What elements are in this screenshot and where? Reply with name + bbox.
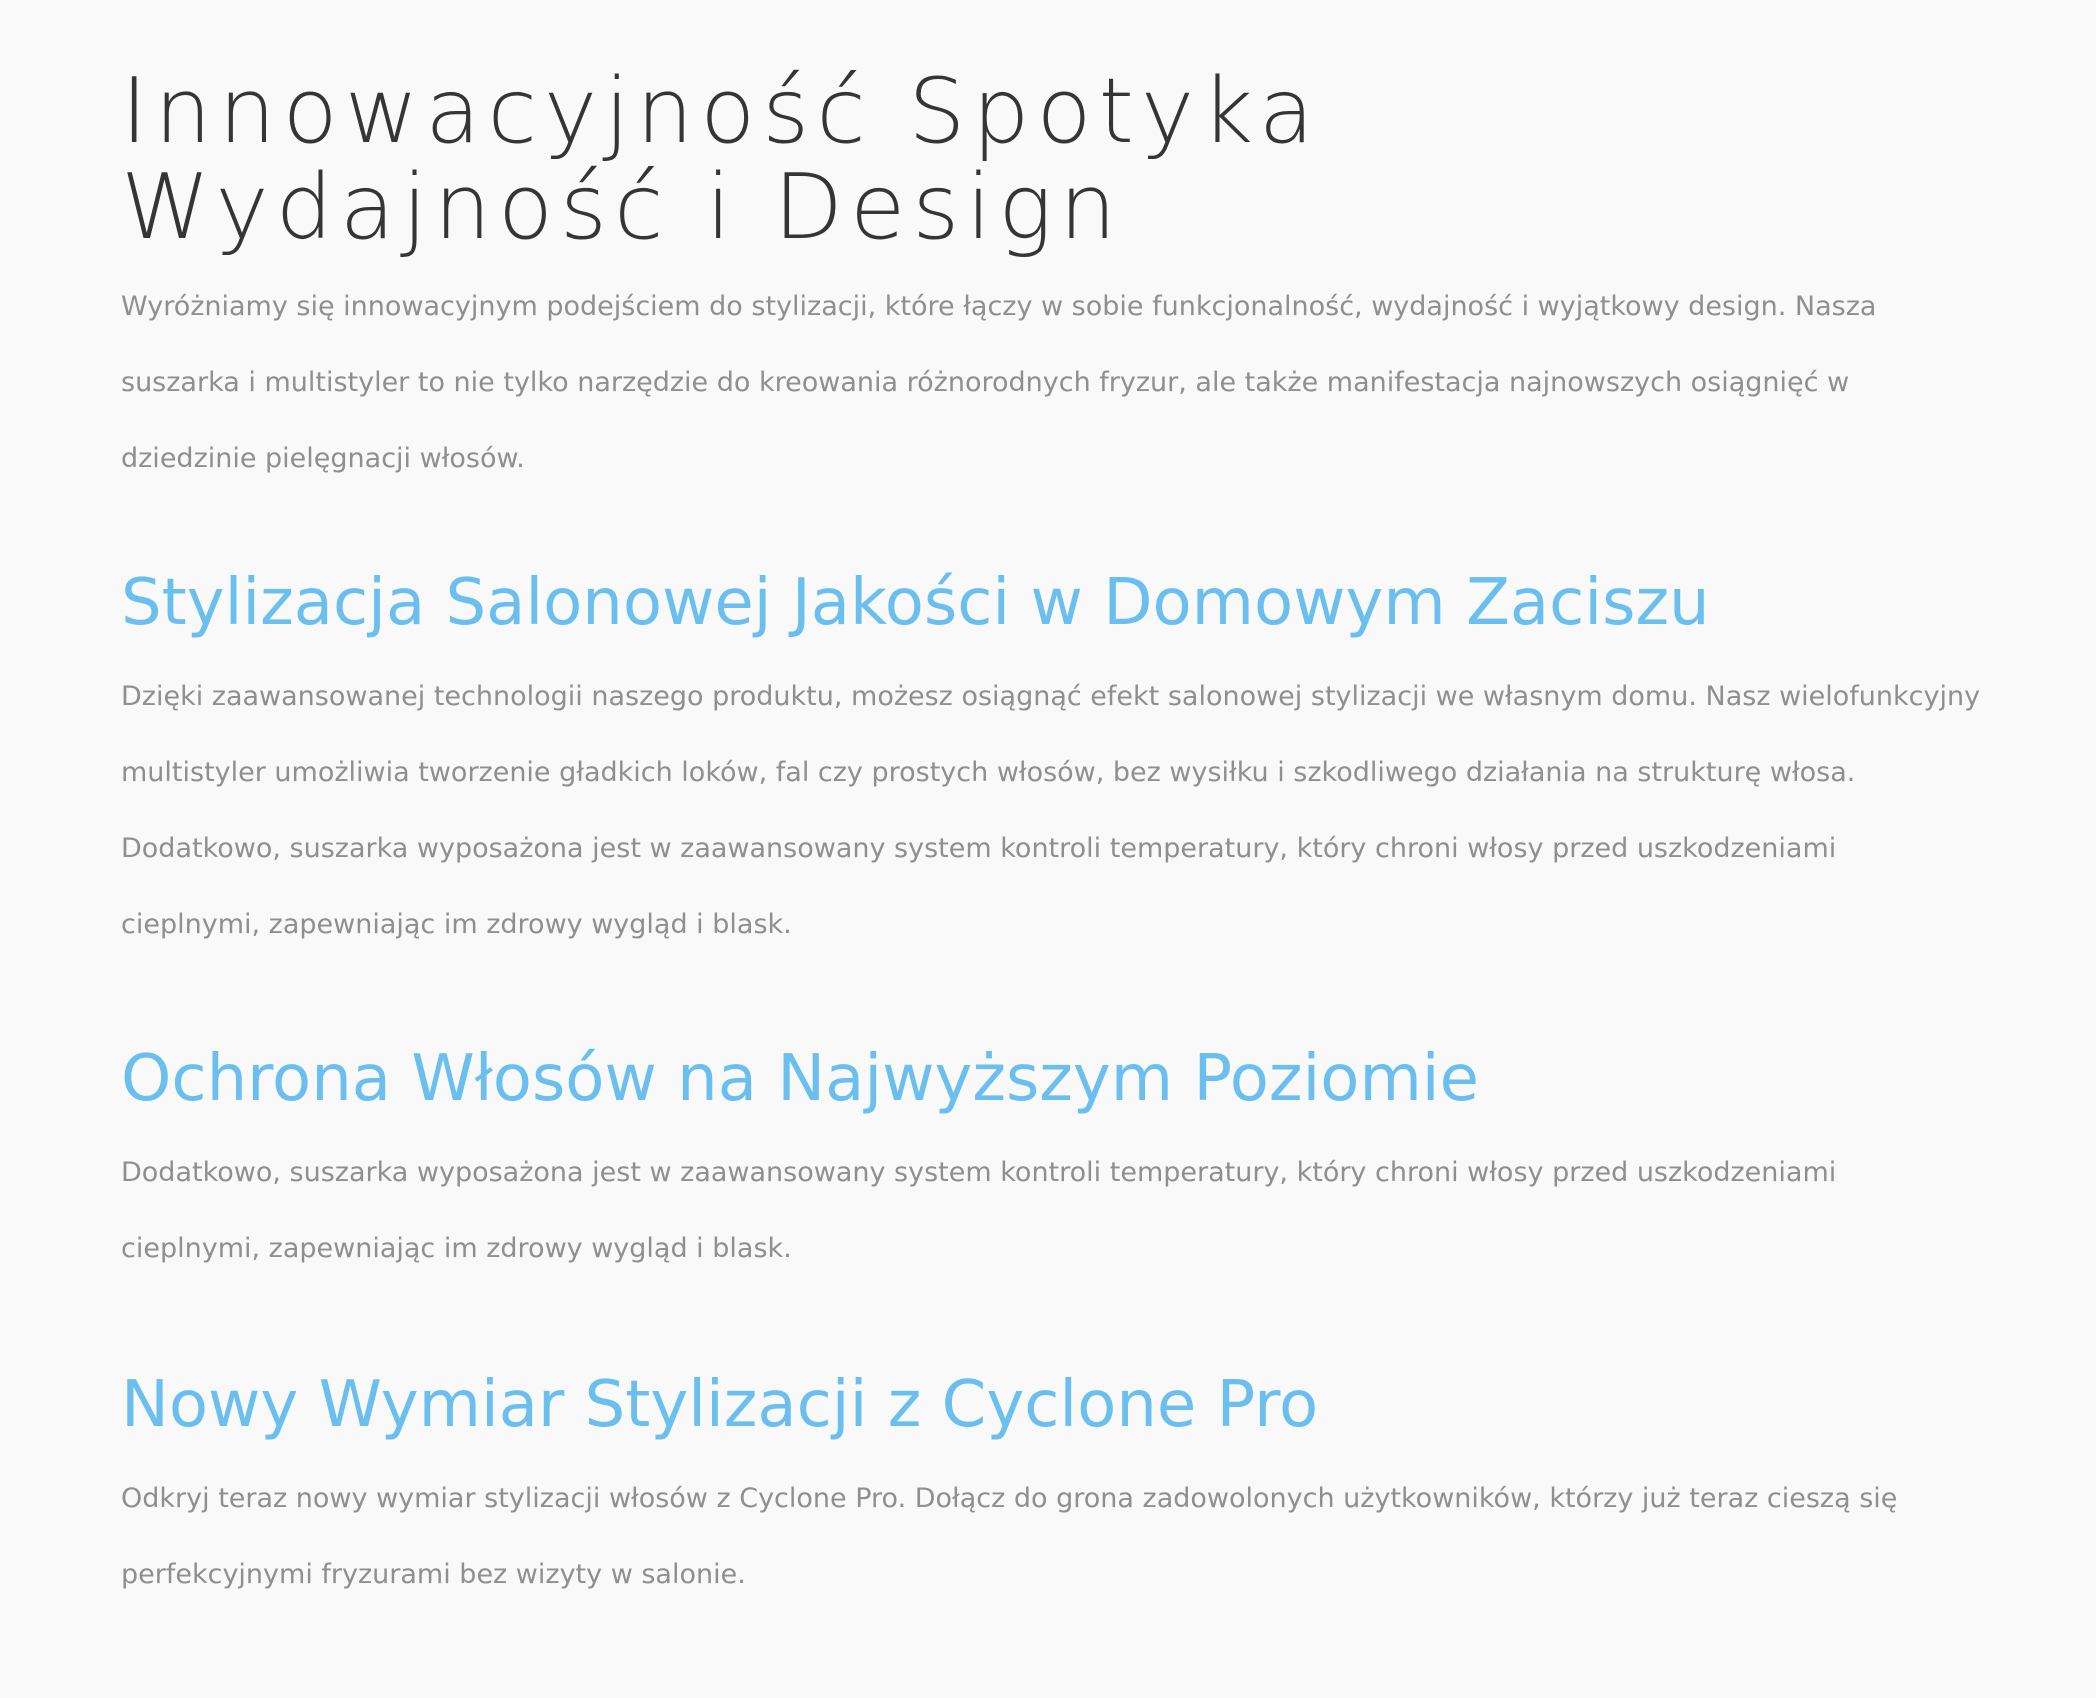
section-body-hair-protection: Dodatkowo, suszarka wyposażona jest w zaawansowany system kontroli temperatury, który chroni włosy przed uszkodzeniami cieplnymi, zapewniając im zdrowy wygląd i blask. xyxy=(121,1157,1837,1264)
section-title-hair-protection: Ochrona Włosów na Najwyższym Poziomie xyxy=(121,1042,1479,1116)
intro-paragraph: Wyróżniamy się innowacyjnym podejściem do stylizacji, które łączy w sobie funkcjonalność, wydajność i wyjątkowy design. Nasza suszarka i multistyler to nie tylko narzędzie do kreowania różnorodnych fryzur, ale także manifestacja najnowszych osiągnięć w dziedzinie pielęgnacji włosów. xyxy=(121,291,1877,474)
page-title-line-1: Innowacyjność Spotyka xyxy=(121,59,1321,164)
section-title-cyclone-pro: Nowy Wymiar Stylizacji z Cyclone Pro xyxy=(121,1368,1319,1442)
content-column xyxy=(121,0,1981,1613)
page-title-line-2: Wydajność i Design xyxy=(121,155,1124,260)
page-title xyxy=(121,0,1981,260)
section-title-salon-quality: Stylizacja Salonowej Jakości w Domowym Zaciszu xyxy=(121,566,1710,640)
section-body-salon-quality: Dzięki zaawansowanej technologii naszego produktu, możesz osiągnąć efekt salonowej stylizacji we własnym domu. Nasz wielofunkcyjny multistyler umożliwia tworzenie gładkich loków, fal czy prostych włosów, bez wysiłku i szkodliwego działania na strukturę włosa. Dodatkowo, suszarka wyposażona jest w zaawansowany system kontroli temperatury, który chroni włosy przed uszkodzeniami cieplnymi, zapewniając im zdrowy wygląd i blask. xyxy=(121,681,1981,940)
section-body-cyclone-pro: Odkryj teraz nowy wymiar stylizacji włosów z Cyclone Pro. Dołącz do grona zadowolonych użytkowników, którzy już teraz cieszą się perfekcyjnymi fryzurami bez wizyty w salonie. xyxy=(121,1483,1898,1590)
